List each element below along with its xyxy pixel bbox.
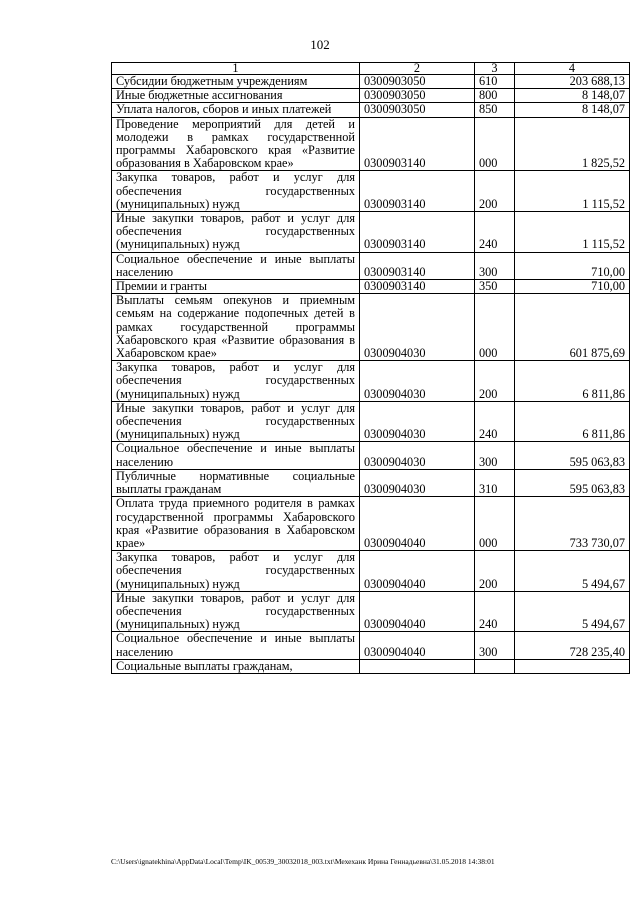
row-name: Проведение мероприятий для детей и молодежи в рамках государственной программы Хабаровского края «Развитие образования в Хабаровском крае» bbox=[112, 117, 360, 171]
row-expense-type: 200 bbox=[475, 171, 515, 212]
row-code: 0300904030 bbox=[360, 361, 475, 402]
table-row bbox=[112, 212, 630, 253]
row-expense-type: 300 bbox=[475, 632, 515, 659]
row-code: 0300904030 bbox=[360, 469, 475, 496]
row-code: 0300903050 bbox=[360, 75, 475, 89]
row-amount: 5 494,67 bbox=[515, 551, 630, 592]
row-name: Закупка товаров, работ и услуг для обеспечения государственных (муниципальных) нужд bbox=[112, 171, 360, 212]
row-amount: 8 148,07 bbox=[515, 89, 630, 103]
table-row bbox=[112, 659, 630, 673]
table-row bbox=[112, 401, 630, 442]
row-name: Социальное обеспечение и иные выплаты населению bbox=[112, 632, 360, 659]
row-expense-type: 240 bbox=[475, 401, 515, 442]
table-row bbox=[112, 252, 630, 279]
row-name: Уплата налогов, сборов и иных платежей bbox=[112, 103, 360, 117]
table-header-row bbox=[112, 63, 630, 75]
row-amount: 595 063,83 bbox=[515, 442, 630, 469]
column-header-3: 3 bbox=[475, 63, 515, 75]
row-name: Субсидии бюджетным учреждениям bbox=[112, 75, 360, 89]
row-name: Социальное обеспечение и иные выплаты населению bbox=[112, 252, 360, 279]
row-expense-type: 240 bbox=[475, 591, 515, 632]
row-amount: 733 730,07 bbox=[515, 497, 630, 551]
row-amount: 1 825,52 bbox=[515, 117, 630, 171]
row-code: 0300904030 bbox=[360, 294, 475, 361]
row-expense-type: 000 bbox=[475, 294, 515, 361]
row-amount: 710,00 bbox=[515, 280, 630, 294]
document-footer-path: C:\Users\ignatekhina\AppData\Local\Temp\IK_00539_30032018_003.txt\Мехеханк Ирина Геннадьевна\31.05.2018 14:38:01 bbox=[111, 857, 495, 866]
row-code: 0300904040 bbox=[360, 551, 475, 592]
page-number: 102 bbox=[310, 37, 330, 52]
row-name: Оплата труда приемного родителя в рамках государственной программы Хабаровского края «Развитие образования в Хабаровском крае» bbox=[112, 497, 360, 551]
row-name: Иные бюджетные ассигнования bbox=[112, 89, 360, 103]
table-row bbox=[112, 280, 630, 294]
row-expense-type: 000 bbox=[475, 497, 515, 551]
table-row bbox=[112, 469, 630, 496]
column-header-2: 2 bbox=[360, 63, 475, 75]
table-row bbox=[112, 89, 630, 103]
row-code: 0300903140 bbox=[360, 280, 475, 294]
row-code bbox=[360, 659, 475, 673]
row-name: Публичные нормативные социальные выплаты гражданам bbox=[112, 469, 360, 496]
row-amount: 6 811,86 bbox=[515, 361, 630, 402]
row-code: 0300903140 bbox=[360, 212, 475, 253]
table-row bbox=[112, 632, 630, 659]
row-amount: 601 875,69 bbox=[515, 294, 630, 361]
row-name: Социальные выплаты гражданам, bbox=[112, 659, 360, 673]
row-amount bbox=[515, 659, 630, 673]
row-code: 0300903050 bbox=[360, 103, 475, 117]
row-expense-type: 200 bbox=[475, 551, 515, 592]
column-header-4: 4 bbox=[515, 63, 630, 75]
row-name: Иные закупки товаров, работ и услуг для обеспечения государственных (муниципальных) нужд bbox=[112, 212, 360, 253]
row-code: 0300904040 bbox=[360, 632, 475, 659]
table-row bbox=[112, 117, 630, 171]
row-amount: 6 811,86 bbox=[515, 401, 630, 442]
budget-table bbox=[111, 62, 630, 674]
row-code: 0300904040 bbox=[360, 591, 475, 632]
row-expense-type: 300 bbox=[475, 252, 515, 279]
row-amount: 1 115,52 bbox=[515, 171, 630, 212]
row-amount: 728 235,40 bbox=[515, 632, 630, 659]
row-expense-type: 350 bbox=[475, 280, 515, 294]
row-expense-type: 800 bbox=[475, 89, 515, 103]
column-header-1: 1 bbox=[112, 63, 360, 75]
row-name: Закупка товаров, работ и услуг для обеспечения государственных (муниципальных) нужд bbox=[112, 551, 360, 592]
row-code: 0300903140 bbox=[360, 171, 475, 212]
row-expense-type: 310 bbox=[475, 469, 515, 496]
row-amount: 5 494,67 bbox=[515, 591, 630, 632]
table-row bbox=[112, 551, 630, 592]
row-amount: 1 115,52 bbox=[515, 212, 630, 253]
row-expense-type: 300 bbox=[475, 442, 515, 469]
row-amount: 203 688,13 bbox=[515, 75, 630, 89]
row-amount: 595 063,83 bbox=[515, 469, 630, 496]
table-row bbox=[112, 442, 630, 469]
table-row bbox=[112, 171, 630, 212]
row-code: 0300903140 bbox=[360, 117, 475, 171]
row-code: 0300904030 bbox=[360, 401, 475, 442]
row-amount: 8 148,07 bbox=[515, 103, 630, 117]
row-expense-type: 200 bbox=[475, 361, 515, 402]
row-code: 0300904030 bbox=[360, 442, 475, 469]
row-name: Социальное обеспечение и иные выплаты населению bbox=[112, 442, 360, 469]
row-code: 0300904040 bbox=[360, 497, 475, 551]
row-expense-type: 610 bbox=[475, 75, 515, 89]
table-row bbox=[112, 361, 630, 402]
table-row bbox=[112, 294, 630, 361]
table-row bbox=[112, 103, 630, 117]
row-name: Выплаты семьям опекунов и приемным семьям на содержание подопечных детей в рамках государственной программы Хабаровского края «Развитие образования в Хабаровском крае» bbox=[112, 294, 360, 361]
row-code: 0300903050 bbox=[360, 89, 475, 103]
row-name: Иные закупки товаров, работ и услуг для обеспечения государственных (муниципальных) нужд bbox=[112, 401, 360, 442]
row-name: Закупка товаров, работ и услуг для обеспечения государственных (муниципальных) нужд bbox=[112, 361, 360, 402]
row-expense-type: 240 bbox=[475, 212, 515, 253]
table-row bbox=[112, 75, 630, 89]
table-row bbox=[112, 497, 630, 551]
row-code: 0300903140 bbox=[360, 252, 475, 279]
row-expense-type bbox=[475, 659, 515, 673]
row-expense-type: 850 bbox=[475, 103, 515, 117]
row-name: Премии и гранты bbox=[112, 280, 360, 294]
row-expense-type: 000 bbox=[475, 117, 515, 171]
row-name: Иные закупки товаров, работ и услуг для обеспечения государственных (муниципальных) нужд bbox=[112, 591, 360, 632]
row-amount: 710,00 bbox=[515, 252, 630, 279]
table-row bbox=[112, 591, 630, 632]
